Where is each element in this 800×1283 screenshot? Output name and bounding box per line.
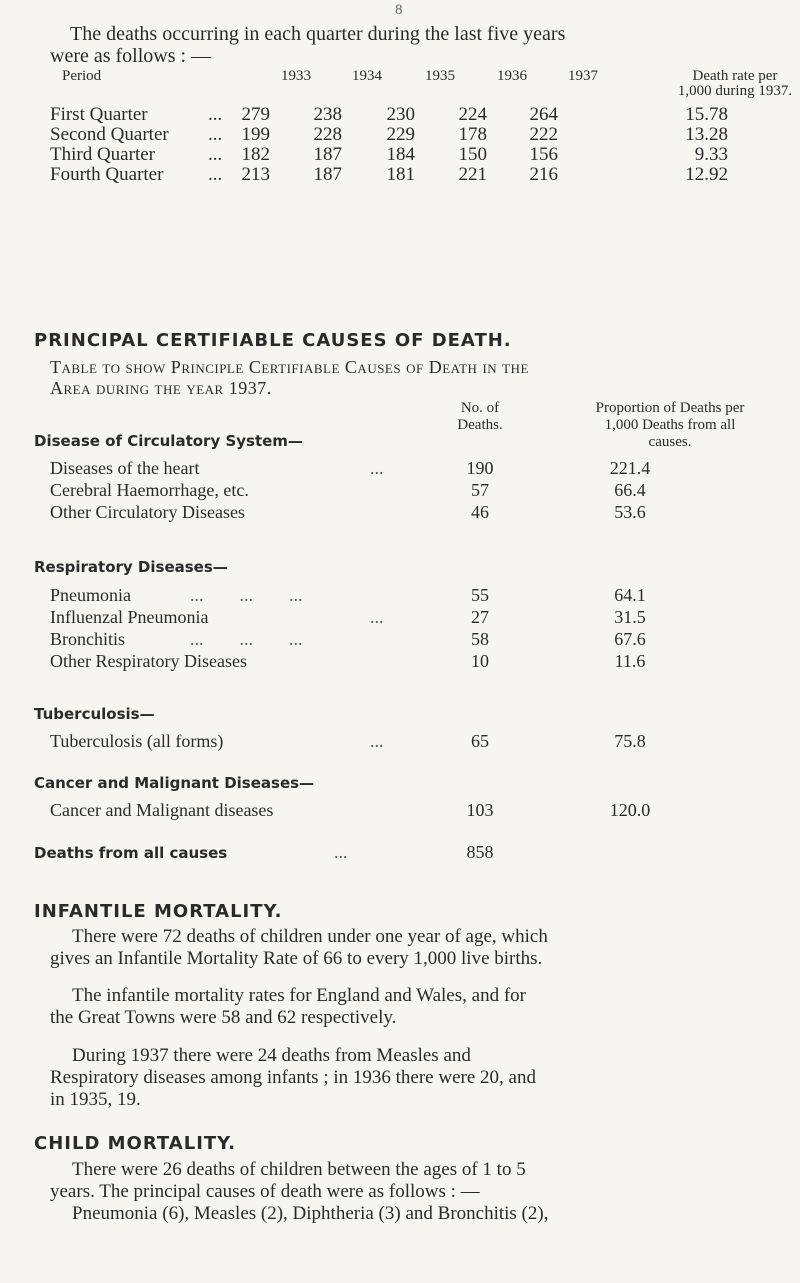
proportion-cell: 64.1 (614, 585, 646, 605)
deaths-header-line-1: No. of (460, 400, 500, 416)
deaths-cell: 65 (471, 731, 489, 751)
paragraph-line: There were 72 deaths of children under one year of age, which (72, 926, 548, 947)
proportion-header-line-2: 1,000 Deaths from all (604, 417, 736, 433)
deaths-cell: 10 (471, 651, 489, 671)
year-header: 1934 (352, 68, 382, 84)
leader-dots: ... (208, 164, 223, 185)
deaths-cell: 224 (458, 104, 487, 125)
proportion-cell: 75.8 (614, 731, 646, 751)
leader-dots: ... (334, 842, 348, 862)
group-heading-circulatory: Disease of Circulatory System— (34, 432, 303, 450)
group-heading-tuberculosis: Tuberculosis— (34, 705, 155, 723)
group-heading-respiratory: Respiratory Diseases— (34, 558, 228, 576)
table-row (50, 104, 770, 124)
cause-label: Pneumonia (50, 585, 131, 605)
leader-dots: ... (208, 124, 223, 145)
year-header: 1933 (281, 68, 311, 84)
table-row (50, 800, 670, 822)
cause-label: Diseases of the heart (50, 458, 200, 478)
proportion-cell: 66.4 (614, 480, 646, 500)
deaths-cell: 238 (313, 104, 342, 125)
cause-label: Cerebral Haemorrhage, etc. (50, 480, 249, 500)
year-header: 1937 (568, 68, 598, 84)
proportion-header-line-3: causes. (648, 434, 692, 450)
deaths-cell: 156 (529, 144, 558, 165)
table-row (50, 502, 670, 524)
deaths-cell: 858 (466, 842, 494, 862)
deaths-cell: 228 (313, 124, 342, 145)
deaths-cell: 187 (313, 144, 342, 165)
intro-line-2: were as follows : — (50, 45, 212, 67)
cause-label: Cancer and Malignant diseases (50, 800, 274, 820)
cause-label: Bronchitis (50, 629, 125, 649)
deaths-cell: 182 (241, 144, 270, 165)
child-heading: CHILD MORTALITY. (34, 1133, 237, 1154)
deaths-cell: 190 (466, 458, 494, 478)
leader-dots: ... (208, 104, 223, 125)
quarterly-deaths-table (50, 68, 793, 185)
total-row (34, 842, 654, 864)
paragraph-line: gives an Infantile Mortality Rate of 66 to every 1,000 live births. (50, 948, 543, 969)
deaths-cell: 279 (241, 104, 270, 125)
paragraph-line: There were 26 deaths of children between the ages of 1 to 5 (72, 1159, 526, 1180)
table-row (50, 458, 670, 480)
deaths-cell: 57 (471, 480, 489, 500)
rate-cell: 9.33 (694, 144, 728, 165)
proportion-cell: 120.0 (609, 800, 651, 820)
rate-header (645, 69, 800, 99)
table-row (50, 629, 670, 651)
leader-dots: ... ... ... (190, 585, 303, 605)
deaths-cell: 181 (386, 164, 415, 185)
cause-label: Influenzal Pneumonia (50, 607, 209, 627)
deaths-cell: 264 (529, 104, 558, 125)
year-header: 1936 (497, 68, 527, 84)
proportion-column-header (560, 400, 780, 451)
table-row (50, 607, 670, 629)
paragraph-line: The infantile mortality rates for England and Wales, and for (72, 985, 526, 1006)
rate-header-line-2: 1,000 during 1937. (677, 83, 793, 99)
quarter-table-header (50, 68, 793, 104)
deaths-header-line-2: Deaths. (457, 417, 503, 433)
paragraph-line: Pneumonia (6), Measles (2), Diphtheria (3) and Bronchitis (2), (72, 1203, 549, 1224)
leader-dots: ... (370, 458, 384, 478)
rate-cell: 13.28 (685, 124, 728, 145)
cause-label: Other Respiratory Diseases (50, 651, 247, 671)
proportion-cell: 67.6 (614, 629, 646, 649)
page-number: 8 (395, 2, 403, 18)
year-header: 1935 (425, 68, 455, 84)
proportion-cell: 53.6 (614, 502, 646, 522)
leader-dots: ... (370, 607, 384, 627)
deaths-cell: 213 (241, 164, 270, 185)
deaths-cell: 150 (458, 144, 487, 165)
rate-cell: 12.92 (685, 164, 728, 185)
child-paragraph (50, 1159, 740, 1225)
deaths-cell: 58 (471, 629, 489, 649)
deaths-cell: 184 (386, 144, 415, 165)
paragraph-line: years. The principal causes of death were as follows : — (50, 1181, 480, 1202)
quarter-label: First Quarter (50, 104, 148, 125)
period-header: Period (62, 68, 102, 84)
infantile-heading: INFANTILE MORTALITY. (34, 901, 283, 922)
quarter-label: Second Quarter (50, 124, 169, 145)
causes-heading: PRINCIPAL CERTIFIABLE CAUSES OF DEATH. (34, 330, 512, 351)
deaths-cell: 178 (458, 124, 487, 145)
deaths-cell: 230 (386, 104, 415, 125)
deaths-cell: 103 (466, 800, 494, 820)
group-heading-cancer: Cancer and Malignant Diseases— (34, 774, 315, 792)
deaths-cell: 55 (471, 585, 489, 605)
intro-line-1: The deaths occurring in each quarter during the last five years (70, 23, 566, 45)
paragraph-line: During 1937 there were 24 deaths from Measles and (72, 1045, 471, 1066)
table-row (50, 164, 770, 184)
deaths-cell: 229 (386, 124, 415, 145)
causes-subheading (50, 357, 529, 399)
total-label: Deaths from all causes (34, 844, 228, 862)
proportion-cell: 221.4 (609, 458, 651, 478)
quarter-label: Third Quarter (50, 144, 155, 165)
table-row (50, 144, 770, 164)
rate-header-line-1: Death rate per (692, 68, 778, 84)
table-row (50, 731, 670, 753)
deaths-column-header (440, 400, 520, 434)
paragraph-line: the Great Towns were 58 and 62 respectively. (50, 1007, 397, 1028)
proportion-cell: 11.6 (614, 651, 646, 671)
deaths-cell: 216 (529, 164, 558, 185)
causes-subheading-line-1: Table to show Principle Certifiable Causes of Death in the (50, 357, 529, 377)
intro-paragraph (50, 23, 770, 67)
table-row (50, 651, 670, 673)
causes-subheading-line-2: Area during the year 1937. (50, 378, 272, 398)
cause-label: Other Circulatory Diseases (50, 502, 245, 522)
paragraph-line: Respiratory diseases among infants ; in 1936 there were 20, and (50, 1067, 536, 1088)
proportion-header-line-1: Proportion of Deaths per (595, 400, 745, 416)
infantile-paragraph-2 (50, 985, 740, 1029)
rate-cell: 15.78 (685, 104, 728, 125)
leader-dots: ... ... ... (190, 629, 303, 649)
infantile-paragraph-3 (50, 1045, 740, 1111)
deaths-cell: 199 (241, 124, 270, 145)
leader-dots: ... (208, 144, 223, 165)
leader-dots: ... (370, 731, 384, 751)
quarter-label: Fourth Quarter (50, 164, 164, 185)
deaths-cell: 27 (471, 607, 489, 627)
deaths-cell: 46 (471, 502, 489, 522)
infantile-paragraph-1 (50, 926, 740, 970)
table-row (50, 585, 670, 607)
proportion-cell: 31.5 (614, 607, 646, 627)
deaths-cell: 221 (458, 164, 487, 185)
paragraph-line: in 1935, 19. (50, 1089, 141, 1110)
deaths-cell: 187 (313, 164, 342, 185)
deaths-cell: 222 (529, 124, 558, 145)
table-row (50, 480, 670, 502)
table-row (50, 124, 770, 144)
cause-label: Tuberculosis (all forms) (50, 731, 224, 751)
